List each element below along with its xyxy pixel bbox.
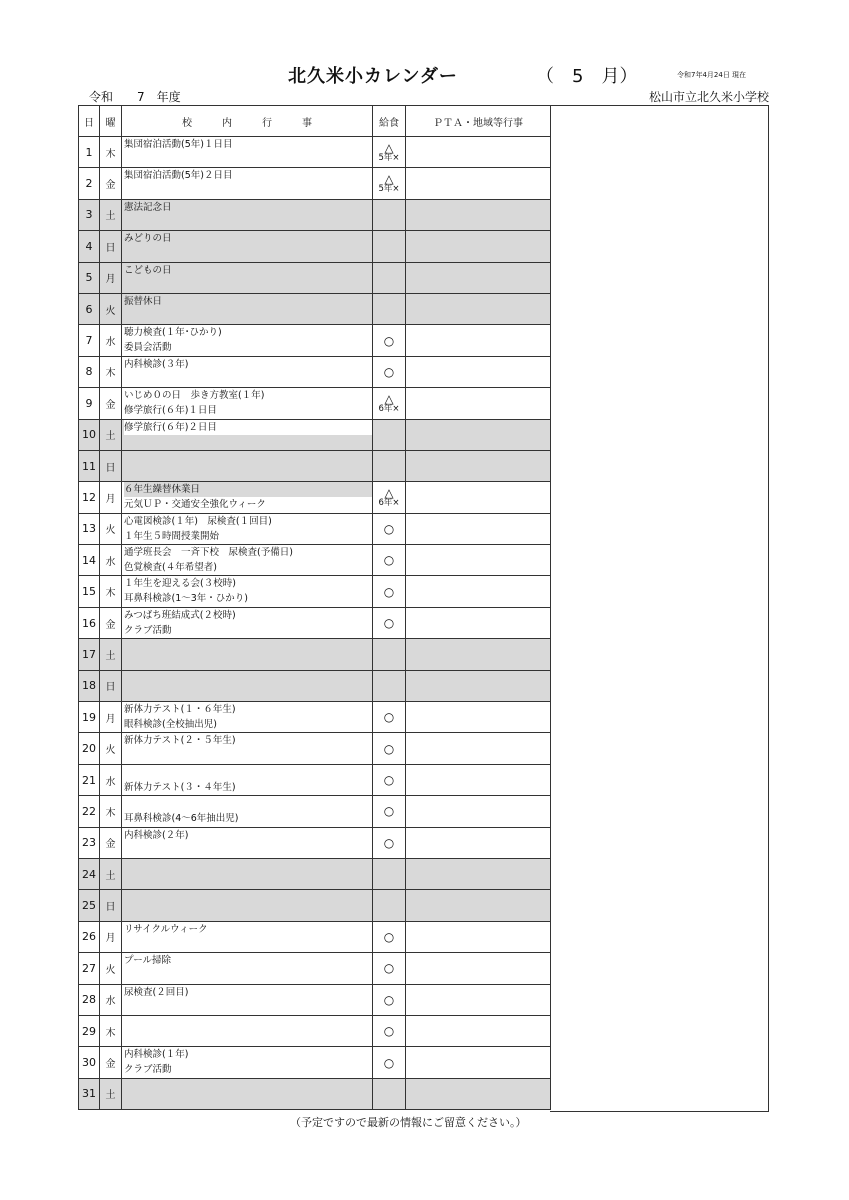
school-events (122, 168, 373, 199)
pta-events (406, 1079, 551, 1110)
event-line: みつばち班結成式(２校時) (124, 609, 236, 621)
calendar-table (78, 105, 551, 1110)
school-events (122, 985, 373, 1016)
pta-events (406, 953, 551, 984)
lunch-symbol: ○ (383, 584, 395, 599)
lunch-status (373, 1079, 406, 1110)
lunch-symbol: ○ (383, 710, 395, 725)
school-events (122, 765, 373, 796)
lunch-status (373, 671, 406, 702)
school-events (122, 357, 373, 388)
pta-events (406, 671, 551, 702)
lunch-symbol: ○ (383, 804, 395, 819)
event-line: 内科検診(３年) (124, 358, 189, 370)
lunch-status (373, 890, 406, 921)
pta-events (406, 796, 551, 827)
pta-events (406, 357, 551, 388)
school-name: 松山市立北久米小学校 (648, 90, 769, 104)
day-of-week: 金 (100, 388, 122, 419)
pta-events (406, 420, 551, 451)
day-of-week: 土 (100, 420, 122, 451)
event-line: 新体力テスト(１・６年生) (124, 704, 236, 716)
lunch-note: 6年× (378, 403, 400, 414)
lunch-status (373, 1047, 406, 1078)
event-line: クラブ活動 (124, 1064, 172, 1076)
event-line: こどもの日 (124, 264, 172, 276)
lunch-symbol: △ (384, 172, 394, 187)
day-number: 28 (79, 985, 100, 1016)
event-line: 集団宿泊活動(5年)２日目 (124, 170, 233, 182)
day-number: 10 (79, 420, 100, 451)
pta-events (406, 639, 551, 670)
day-number: 23 (79, 828, 100, 859)
school-events (122, 231, 373, 262)
pta-events (406, 733, 551, 764)
day-of-week: 水 (100, 545, 122, 576)
lunch-status (373, 325, 406, 356)
lunch-symbol: ○ (383, 333, 395, 348)
day-of-week: 月 (100, 702, 122, 733)
school-events (122, 922, 373, 953)
lunch-status (373, 953, 406, 984)
school-events (122, 514, 373, 545)
pta-events (406, 702, 551, 733)
lunch-status (373, 828, 406, 859)
school-events (122, 388, 373, 419)
school-events (122, 796, 373, 827)
pta-events (406, 765, 551, 796)
day-of-week: 日 (100, 890, 122, 921)
lunch-symbol: ○ (383, 521, 395, 536)
header-pta: ＰＴＡ・地域等行事 (406, 106, 551, 137)
event-line: 新体力テスト(２・５年生) (124, 735, 236, 747)
event-line: 色覚検査(４年希望者) (124, 562, 217, 574)
day-of-week: 月 (100, 922, 122, 953)
day-number: 21 (79, 765, 100, 796)
lunch-symbol: ○ (383, 835, 395, 850)
day-of-week: 日 (100, 671, 122, 702)
lunch-symbol: △ (384, 391, 394, 406)
footer-note: （予定ですので最新の情報にご留意ください。） (290, 1116, 527, 1129)
event-line: 耳鼻科検診(1～3年・ひかり) (124, 593, 249, 605)
lunch-symbol: ○ (383, 992, 395, 1007)
day-of-week: 木 (100, 1016, 122, 1047)
school-events (122, 420, 373, 451)
lunch-status (373, 796, 406, 827)
lunch-status (373, 482, 406, 513)
day-number: 2 (79, 168, 100, 199)
event-line: 通学班長会 一斉下校 尿検査(予備日) (124, 547, 293, 559)
day-number: 14 (79, 545, 100, 576)
lunch-status (373, 608, 406, 639)
pta-events (406, 451, 551, 482)
lunch-status (373, 137, 406, 168)
event-line: ６年生繰替休業日 (124, 482, 372, 497)
day-number: 16 (79, 608, 100, 639)
event-line: クラブ活動 (124, 624, 172, 636)
school-events (122, 200, 373, 231)
day-number: 15 (79, 576, 100, 607)
pta-events (406, 388, 551, 419)
school-events (122, 859, 373, 890)
pta-events (406, 545, 551, 576)
event-line: 内科検診(１年) (124, 1049, 189, 1061)
day-number: 25 (79, 890, 100, 921)
pta-events (406, 576, 551, 607)
lunch-note: 6年× (378, 497, 400, 508)
event-line: 聴力検査(１年･ひかり) (124, 327, 222, 339)
school-events (122, 1079, 373, 1110)
day-number: 13 (79, 514, 100, 545)
lunch-status (373, 576, 406, 607)
school-events (122, 1016, 373, 1047)
lunch-status (373, 514, 406, 545)
event-line: 内科検診(２年) (124, 829, 189, 841)
header-day: 日 (79, 106, 100, 137)
lunch-symbol: ○ (383, 929, 395, 944)
day-number: 27 (79, 953, 100, 984)
day-number: 12 (79, 482, 100, 513)
day-of-week: 金 (100, 1047, 122, 1078)
school-events (122, 137, 373, 168)
event-line: 修学旅行(６年)１日目 (124, 405, 217, 417)
pta-events (406, 608, 551, 639)
lunch-status (373, 420, 406, 451)
day-number: 9 (79, 388, 100, 419)
lunch-symbol: ○ (383, 1024, 395, 1039)
day-of-week: 土 (100, 639, 122, 670)
day-of-week: 水 (100, 325, 122, 356)
event-line: １年生を迎える会(３校時) (124, 578, 236, 590)
event-line: 眼科検診(全校抽出児) (124, 719, 217, 731)
school-events (122, 451, 373, 482)
day-of-week: 木 (100, 796, 122, 827)
day-of-week: 金 (100, 168, 122, 199)
day-of-week: 月 (100, 482, 122, 513)
school-events (122, 294, 373, 325)
pta-events (406, 890, 551, 921)
school-events (122, 671, 373, 702)
pta-events (406, 1047, 551, 1078)
header-dow: 曜 (100, 106, 122, 137)
lunch-status (373, 1016, 406, 1047)
day-number: 11 (79, 451, 100, 482)
lunch-status (373, 200, 406, 231)
pta-events (406, 137, 551, 168)
day-of-week: 木 (100, 137, 122, 168)
month-label: （ 5 月） (536, 66, 638, 87)
school-events (122, 1047, 373, 1078)
day-number: 26 (79, 922, 100, 953)
day-number: 30 (79, 1047, 100, 1078)
pta-events (406, 294, 551, 325)
day-of-week: 火 (100, 514, 122, 545)
day-number: 18 (79, 671, 100, 702)
school-events (122, 576, 373, 607)
day-of-week: 水 (100, 765, 122, 796)
day-of-week: 日 (100, 451, 122, 482)
day-number: 24 (79, 859, 100, 890)
school-events (122, 953, 373, 984)
day-of-week: 土 (100, 1079, 122, 1110)
lunch-status (373, 357, 406, 388)
lunch-note: 5年× (378, 152, 400, 163)
school-events (122, 639, 373, 670)
lunch-status (373, 388, 406, 419)
pta-events (406, 985, 551, 1016)
day-of-week: 日 (100, 231, 122, 262)
day-number: 6 (79, 294, 100, 325)
lunch-status (373, 859, 406, 890)
day-number: 4 (79, 231, 100, 262)
day-of-week: 月 (100, 263, 122, 294)
pta-events (406, 859, 551, 890)
school-events (122, 325, 373, 356)
school-events (122, 263, 373, 294)
page-title: 北久米小カレンダー (288, 66, 458, 87)
pta-events (406, 922, 551, 953)
day-of-week: 木 (100, 576, 122, 607)
notes-panel (550, 105, 769, 1112)
lunch-status (373, 231, 406, 262)
pta-events (406, 1016, 551, 1047)
lunch-status (373, 545, 406, 576)
event-line: 元気ＵＰ・交通安全強化ウィーク (124, 499, 266, 511)
lunch-symbol: ○ (383, 553, 395, 568)
day-number: 19 (79, 702, 100, 733)
day-of-week: 火 (100, 733, 122, 764)
lunch-status (373, 168, 406, 199)
pta-events (406, 263, 551, 294)
lunch-symbol: △ (384, 140, 394, 155)
day-of-week: 火 (100, 294, 122, 325)
school-events (122, 828, 373, 859)
pta-events (406, 482, 551, 513)
lunch-symbol: ○ (383, 961, 395, 976)
event-line: みどりの日 (124, 233, 172, 245)
lunch-status (373, 702, 406, 733)
school-events (122, 890, 373, 921)
day-number: 7 (79, 325, 100, 356)
day-of-week: 金 (100, 828, 122, 859)
lunch-status (373, 263, 406, 294)
day-number: 22 (79, 796, 100, 827)
day-number: 17 (79, 639, 100, 670)
day-of-week: 木 (100, 357, 122, 388)
lunch-status (373, 294, 406, 325)
day-of-week: 水 (100, 985, 122, 1016)
lunch-status (373, 985, 406, 1016)
event-line: 新体力テスト(３・４年生) (124, 781, 236, 793)
day-number: 8 (79, 357, 100, 388)
day-number: 5 (79, 263, 100, 294)
lunch-symbol: ○ (383, 741, 395, 756)
lunch-symbol: △ (384, 485, 394, 500)
pta-events (406, 828, 551, 859)
day-of-week: 土 (100, 859, 122, 890)
lunch-status (373, 451, 406, 482)
day-of-week: 火 (100, 953, 122, 984)
day-of-week: 土 (100, 200, 122, 231)
school-events (122, 608, 373, 639)
event-line: １年生５時間授業開始 (124, 530, 220, 542)
header-events: 校 内 行 事 (122, 106, 373, 137)
pta-events (406, 514, 551, 545)
lunch-status (373, 639, 406, 670)
school-events (122, 702, 373, 733)
lunch-status (373, 765, 406, 796)
as-of-date: 令和7年4月24日 現在 (677, 71, 747, 79)
pta-events (406, 200, 551, 231)
fiscal-year: 令和 7 年度 (89, 90, 181, 104)
event-line: 委員会活動 (124, 342, 172, 354)
lunch-status (373, 733, 406, 764)
event-line: いじめ０の日 歩き方教室(１年) (124, 390, 265, 402)
event-line: 憲法記念日 (124, 201, 172, 213)
lunch-symbol: ○ (383, 616, 395, 631)
event-line: 耳鼻科検診(4～6年抽出児) (124, 813, 239, 825)
event-line (124, 796, 372, 811)
day-number: 20 (79, 733, 100, 764)
pta-events (406, 325, 551, 356)
event-line: 心電図検診(１年) 尿検査(１回目) (124, 515, 272, 527)
day-number: 31 (79, 1079, 100, 1110)
event-line: プール掃除 (124, 955, 172, 967)
event-line: 振替休日 (124, 295, 163, 307)
pta-events (406, 231, 551, 262)
day-of-week: 金 (100, 608, 122, 639)
event-line: 修学旅行(６年)２日目 (124, 420, 372, 435)
day-number: 1 (79, 137, 100, 168)
school-events (122, 545, 373, 576)
pta-events (406, 168, 551, 199)
lunch-note: 5年× (378, 184, 400, 195)
event-line (124, 765, 372, 780)
event-line: リサイクルウィーク (124, 923, 208, 935)
day-number: 3 (79, 200, 100, 231)
lunch-symbol: ○ (383, 1055, 395, 1070)
event-line: 尿検査(２回目) (124, 986, 189, 998)
lunch-symbol: ○ (383, 364, 395, 379)
header-lunch: 給食 (373, 106, 406, 137)
lunch-symbol: ○ (383, 773, 395, 787)
school-events (122, 733, 373, 764)
school-events (122, 482, 373, 513)
day-number: 29 (79, 1016, 100, 1047)
event-line: 集団宿泊活動(5年)１日目 (124, 139, 233, 150)
lunch-status (373, 922, 406, 953)
